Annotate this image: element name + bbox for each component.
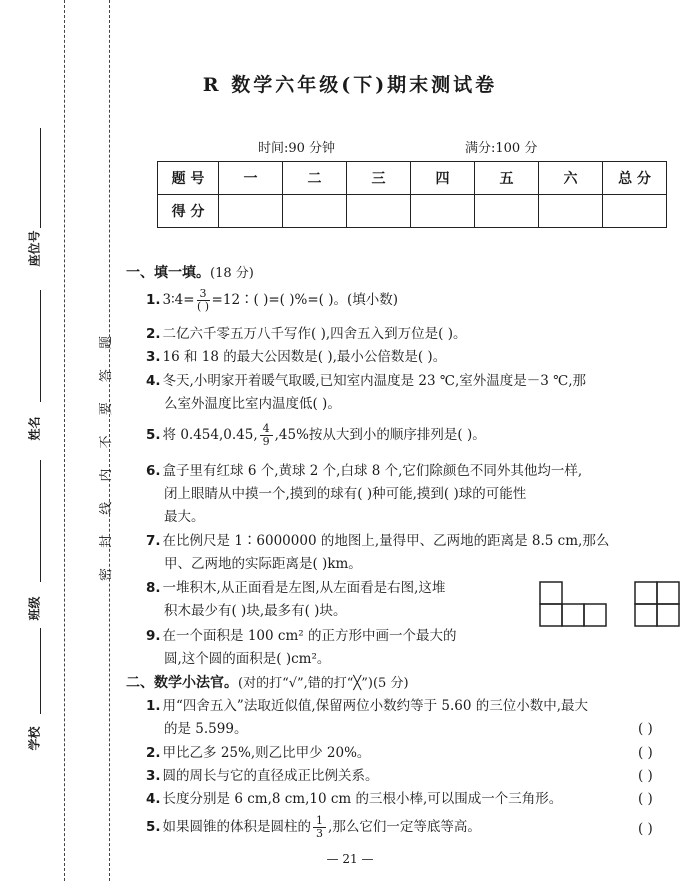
question-number: 9. (146, 628, 161, 644)
question-number: 4. (146, 791, 161, 807)
score-row-label: 得 分 (158, 195, 219, 228)
question-text: 闭上眼睛从中摸一个,摸到的球有( )种可能,摸到( )球的可能性 (164, 486, 527, 502)
question-text: 么室外温度比室内温度低( )。 (164, 396, 341, 412)
question-1-3 (146, 346, 446, 369)
score-header-cell: 四 (411, 162, 475, 195)
question-text: 盒子里有红球 6 个,黄球 2 个,白球 8 个,它们除颜色不同外其他均一样, (162, 463, 583, 479)
fraction (260, 423, 273, 448)
question-text: 将 0.454,0.45̇, (162, 427, 258, 443)
question-text: 的是 5.599。 (164, 721, 248, 737)
name-label: 姓名 (27, 416, 42, 441)
fraction-numerator: 3 (197, 288, 210, 301)
fraction (313, 815, 326, 840)
question-text: 3∶4= (162, 292, 195, 308)
question-text: 积木最少有( )块,最多有( )块。 (164, 603, 347, 619)
seal-notice: 密 封 线 内 不 要 答 题 (98, 328, 114, 581)
exam-full-score: 满分:100 分 (465, 141, 538, 156)
score-header-cell: 五 (475, 162, 539, 195)
question-text: 最大。 (164, 509, 205, 525)
question-number: 5. (146, 819, 161, 835)
left-view (635, 582, 679, 626)
question-text: 长度分别是 6 cm,8 cm,10 cm 的三根小棒,可以围成一个三角形。 (162, 791, 563, 807)
question-1-4 (146, 370, 586, 416)
question-text: 甲、乙两地的实际距离是( )km。 (164, 556, 362, 572)
answer-blank[interactable]: ( ) (638, 821, 653, 837)
question-text: 一堆积木,从正面看是左图,从左面看是右图,这堆 (162, 580, 446, 596)
fraction-numerator: 4 (260, 423, 273, 436)
score-header-cell: 二 (283, 162, 347, 195)
score-cell[interactable] (219, 195, 283, 228)
question-text: 圆的周长与它的直径成正比例关系。 (162, 768, 379, 784)
question-text: =12∶( )=( )%=( )。(填小数) (211, 292, 398, 308)
seat-line (40, 128, 41, 228)
block-views-figure (535, 577, 690, 629)
exam-time: 时间:90 分钟 (258, 141, 336, 156)
question-number: 6. (146, 463, 161, 479)
section-2-title: 二、数学小法官。 (126, 675, 238, 691)
question-1-7 (146, 530, 609, 576)
score-header-cell: 总 分 (603, 162, 667, 195)
question-2-5 (146, 815, 481, 840)
name-line (40, 290, 41, 402)
exam-title: R 数学六年级(下)期末测试卷 (202, 74, 498, 96)
question-number: 3. (146, 349, 161, 365)
answer-blank[interactable]: ( ) (638, 768, 653, 784)
school-label: 学校 (27, 726, 42, 751)
score-cell[interactable] (347, 195, 411, 228)
cut-line-left (64, 0, 65, 881)
question-number: 3. (146, 768, 161, 784)
question-1-2 (146, 323, 466, 346)
score-value-row (158, 195, 667, 228)
score-header-cell: 三 (347, 162, 411, 195)
fraction-denominator: 3 (316, 827, 324, 840)
section-1-points: (18 分) (210, 266, 254, 281)
score-cell[interactable] (539, 195, 603, 228)
question-text: 二亿六千零五万八千写作( ),四舍五入到万位是( )。 (162, 326, 467, 342)
section-2-points: (对的打“√”,错的打“╳”)(5 分) (238, 676, 409, 691)
score-header-cell: 六 (539, 162, 603, 195)
question-number: 5. (146, 427, 161, 443)
question-text: 冬天,小明家开着暖气取暖,已知室内温度是 23 ℃,室外温度是－3 ℃,那 (162, 373, 587, 389)
answer-blank[interactable]: ( ) (638, 721, 653, 737)
fraction (197, 288, 210, 313)
score-cell[interactable] (603, 195, 667, 228)
score-header-cell: 题 号 (158, 162, 219, 195)
question-text: 在一个面积是 100 cm² 的正方形中画一个最大的 (162, 628, 457, 644)
score-header-cell: 一 (219, 162, 283, 195)
question-text: 用“四舍五入”法取近似值,保留两位小数约等于 5.60 的三位小数中,最大 (162, 698, 589, 714)
score-table (157, 161, 667, 228)
question-1-9 (146, 625, 456, 671)
page-number: — 21 — (326, 852, 374, 866)
question-2-2 (146, 742, 370, 765)
question-1-5 (146, 423, 486, 448)
question-number: 1. (146, 698, 161, 714)
question-number: 8. (146, 580, 161, 596)
fraction-denominator: 9 (262, 435, 270, 448)
score-cell[interactable] (411, 195, 475, 228)
front-view (540, 582, 606, 626)
question-text: 圆,这个圆的面积是( )cm²。 (164, 651, 331, 667)
section-2-heading (126, 672, 409, 692)
question-number: 4. (146, 373, 161, 389)
fraction-numerator: 1 (313, 815, 326, 828)
section-1-title: 一、填一填。 (126, 265, 210, 281)
seat-label: 座位号 (27, 230, 42, 267)
class-line (40, 460, 41, 582)
question-number: 7. (146, 533, 161, 549)
class-label: 班级 (27, 596, 42, 621)
score-cell[interactable] (475, 195, 539, 228)
answer-blank[interactable]: ( ) (638, 745, 653, 761)
question-2-4 (146, 788, 562, 811)
question-2-3 (146, 765, 379, 788)
fraction-denominator: ( ) (197, 300, 210, 313)
section-1-heading (126, 262, 254, 282)
question-text: ,那么它们一定等底等高。 (328, 819, 481, 835)
score-cell[interactable] (283, 195, 347, 228)
question-text: ,45%按从大到小的顺序排列是( )。 (274, 427, 486, 443)
question-2-1 (146, 695, 588, 741)
question-number: 2. (146, 326, 161, 342)
question-number: 1. (146, 292, 161, 308)
question-1-1 (146, 288, 398, 313)
answer-blank[interactable]: ( ) (638, 791, 653, 807)
question-text: 16 和 18 的最大公因数是( ),最小公倍数是( )。 (162, 349, 447, 365)
question-1-6 (146, 460, 582, 529)
question-number: 2. (146, 745, 161, 761)
question-text: 甲比乙多 25%,则乙比甲少 20%。 (162, 745, 371, 761)
question-1-8 (146, 577, 445, 623)
score-header-row (158, 162, 667, 195)
school-line (40, 628, 41, 714)
question-text: 在比例尺是 1∶6000000 的地图上,量得甲、乙两地的距离是 8.5 cm,那么 (162, 533, 610, 549)
question-text: 如果圆锥的体积是圆柱的 (162, 819, 312, 835)
